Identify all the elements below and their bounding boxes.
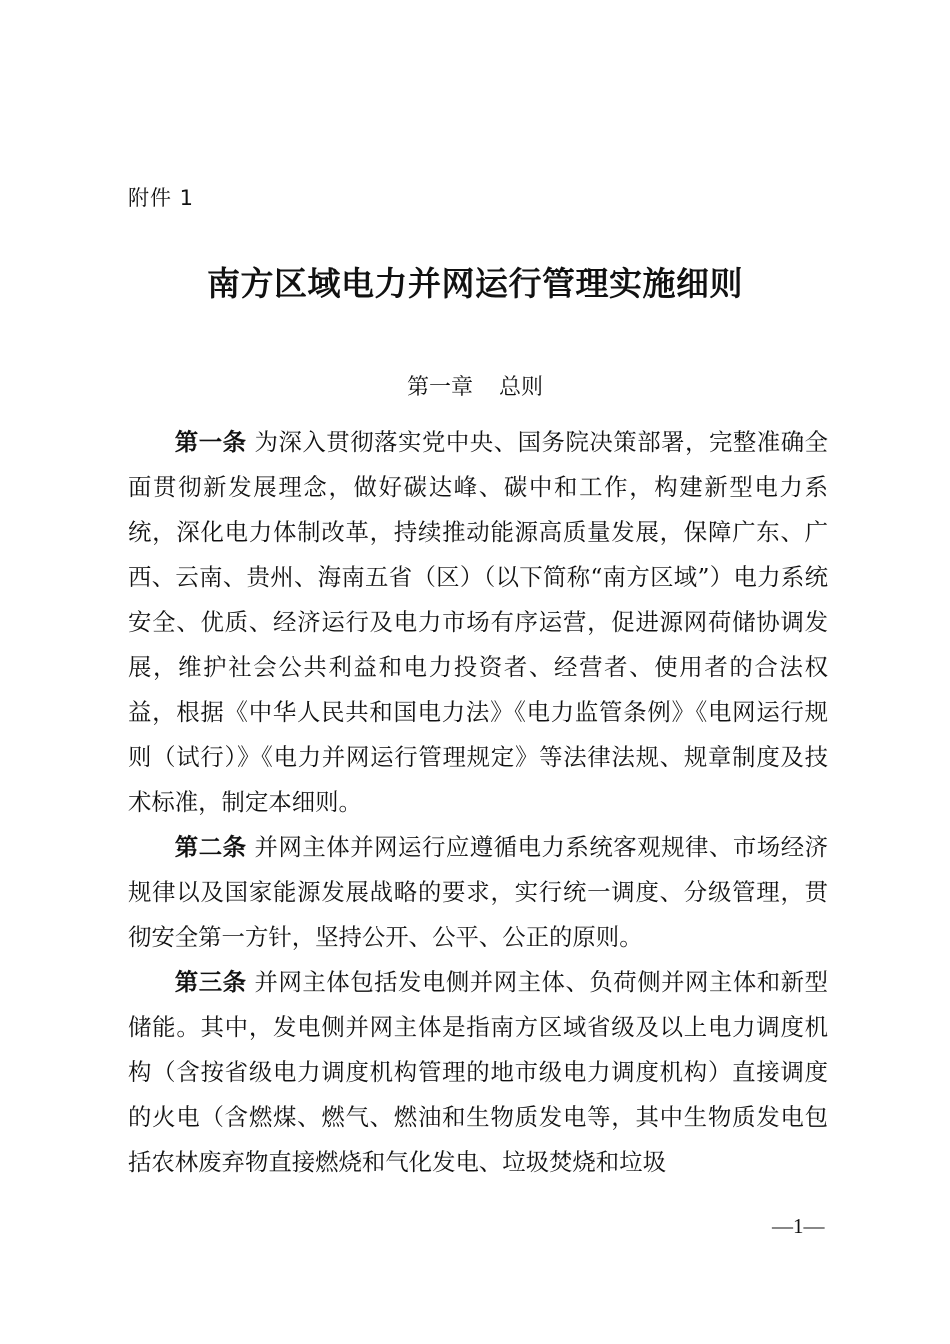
chapter-heading [0,370,950,401]
article-heading: 第二条 [174,833,247,861]
article-text: 并网主体包括发电侧并网主体、负荷侧并网主体和新型储能。其中，发电侧并网主体是指南方区域省级及以上电力调度机构（含按省级电力调度机构管理的地市级电力调度机构）直接调度的火电（含燃煤、燃气、燃油和生物质发电等，其中生物质发电包括农林废弃物直接燃烧和气化发电、垃圾焚烧和垃圾 [128,968,829,1176]
article-3 [128,960,828,1185]
document-title: 南方区域电力并网运行管理实施细则 [207,264,743,303]
article-heading: 第三条 [174,968,247,996]
article-text: 为深入贯彻落实党中央、国务院决策部署，完整准确全面贯彻新发展理念，做好碳达峰、碳中和工作，构建新型电力系统，深化电力体制改革，持续推动能源高质量发展，保障广东、广西、云南、贵州、海南五省（区）（以下简称“南方区域”）电力系统安全、优质、经济运行及电力市场有序运营，促进源网荷储协调发展，维护社会公共利益和电力投资者、经营者、使用者的合法权益，根据《中华人民共和国电力法》《电力监管条例》《电网运行规则（试行）》《电力并网运行管理规定》等法律法规、规章制度及技术标准，制定本细则。 [128,428,829,816]
page-number: —1— [772,1214,825,1238]
article-2 [128,825,828,960]
chapter-name: 总则 [499,375,544,400]
chapter-number: 第一章 [406,375,473,400]
article-heading: 第一条 [174,428,247,456]
article-1 [128,420,828,825]
document-body [128,420,828,1185]
article-text: 并网主体并网运行应遵循电力系统客观规律、市场经济规律以及国家能源发展战略的要求，实行统一调度、分级管理，贯彻安全第一方针，坚持公开、公平、公正的原则。 [128,833,829,951]
attachment-label: 附件 1 [128,186,195,210]
